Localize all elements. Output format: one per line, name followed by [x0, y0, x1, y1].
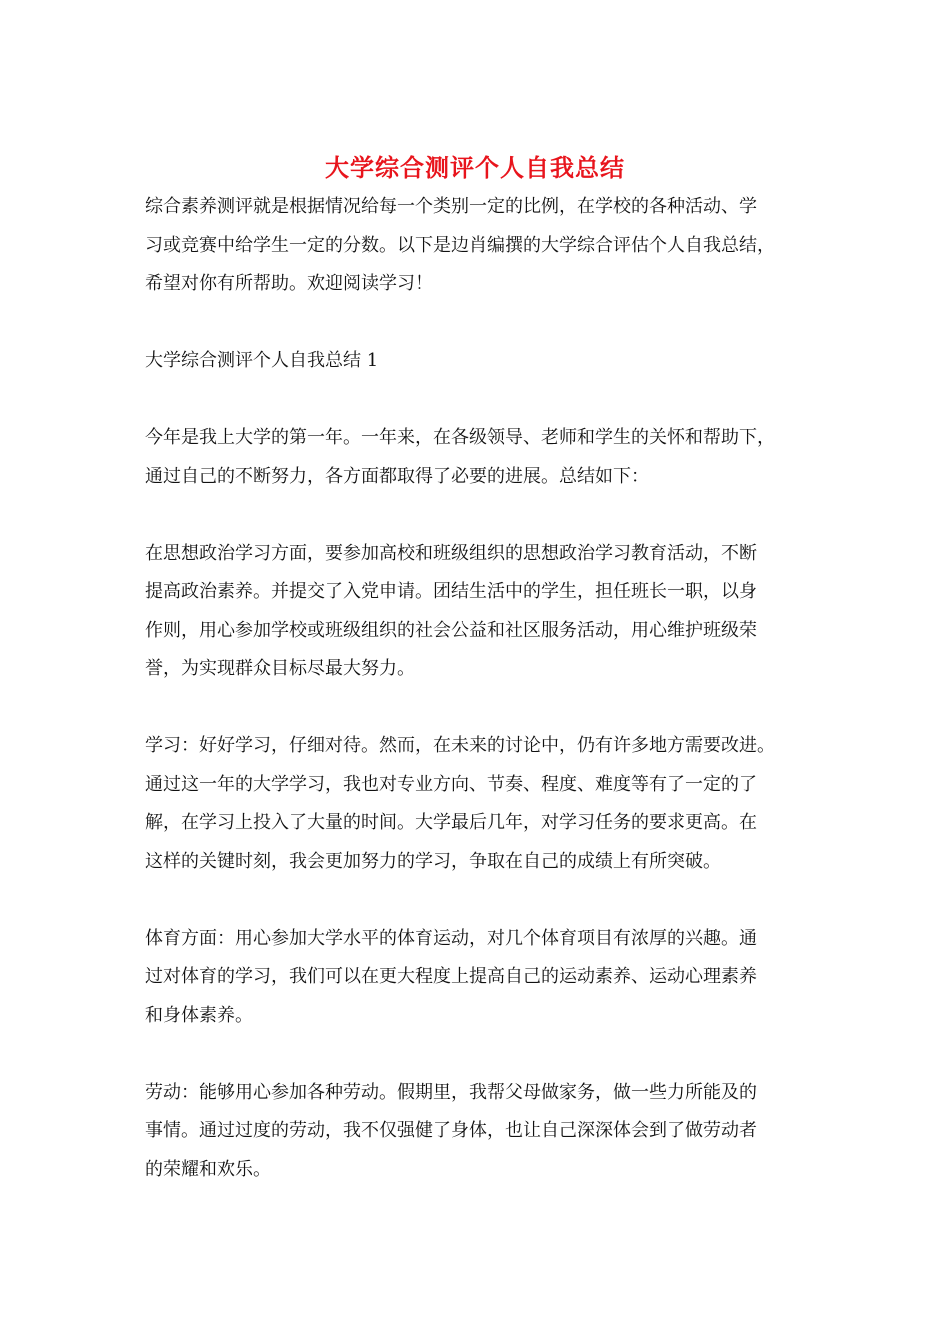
text-line: 誉，为实现群众目标尽最大努力。: [145, 658, 415, 679]
text-line: 在思想政治学习方面，要参加高校和班级组织的思想政治学习教育活动，不断: [145, 542, 757, 564]
text-line: 今年是我上大学的第一年。一年来，在各级领导、老师和学生的关怀和帮助下，: [145, 427, 775, 448]
paragraph-sports: [145, 920, 817, 1036]
text-line: 通过自己的不断努力，各方面都取得了必要的进展。总结如下：: [145, 465, 649, 487]
text-line: 的荣耀和欢乐。: [145, 1158, 271, 1180]
paragraph-study: [145, 727, 817, 881]
text-line: 和身体素养。: [145, 1004, 253, 1026]
text-line: 提高政治素养。并提交了入党申请。团结生活中的学生，担任班长一职，以身: [145, 581, 757, 602]
text-line: 习或竞赛中给学生一定的分数。以下是边肖编撰的大学综合评估个人自我总结，: [145, 234, 775, 256]
document-title: 大学综合测评个人自我总结: [325, 153, 625, 182]
text-line: 希望对你有所帮助。欢迎阅读学习！: [145, 273, 433, 294]
text-line: 劳动：能够用心参加各种劳动。假期里，我帮父母做家务，做一些力所能及的: [145, 1081, 757, 1103]
text-line: 过对体育的学习，我们可以在更大程度上提高自己的运动素养、运动心理素养: [145, 966, 757, 987]
text-line: 这样的关键时刻，我会更加努力的学习，争取在自己的成绩上有所突破。: [145, 850, 721, 872]
section-heading: [145, 342, 817, 381]
text-line: 作则，用心参加学校或班级组织的社会公益和社区服务活动，用心维护班级荣: [145, 619, 757, 641]
intro-paragraph: [145, 188, 817, 304]
text-line: 大学综合测评个人自我总结 1: [145, 350, 379, 371]
text-line: 解，在学习上投入了大量的时间。大学最后几年，对学习任务的要求更高。在: [145, 812, 757, 833]
paragraph-politics: [145, 535, 817, 689]
document-body: [145, 188, 817, 1228]
text-line: 通过这一年的大学学习，我也对专业方向、节奏、程度、难度等有了一定的了: [145, 773, 757, 795]
text-line: 综合素养测评就是根据情况给每一个类别一定的比例，在学校的各种活动、学: [145, 196, 757, 217]
paragraph-labor: [145, 1074, 817, 1190]
paragraph-first-year: [145, 419, 817, 496]
text-line: 体育方面：用心参加大学水平的体育运动，对几个体育项目有浓厚的兴趣。通: [145, 927, 757, 949]
text-line: 学习：好好学习，仔细对待。然而，在未来的讨论中，仍有许多地方需要改进。: [145, 735, 775, 756]
text-line: 事情。通过过度的劳动，我不仅强健了身体，也让自己深深体会到了做劳动者: [145, 1120, 757, 1141]
